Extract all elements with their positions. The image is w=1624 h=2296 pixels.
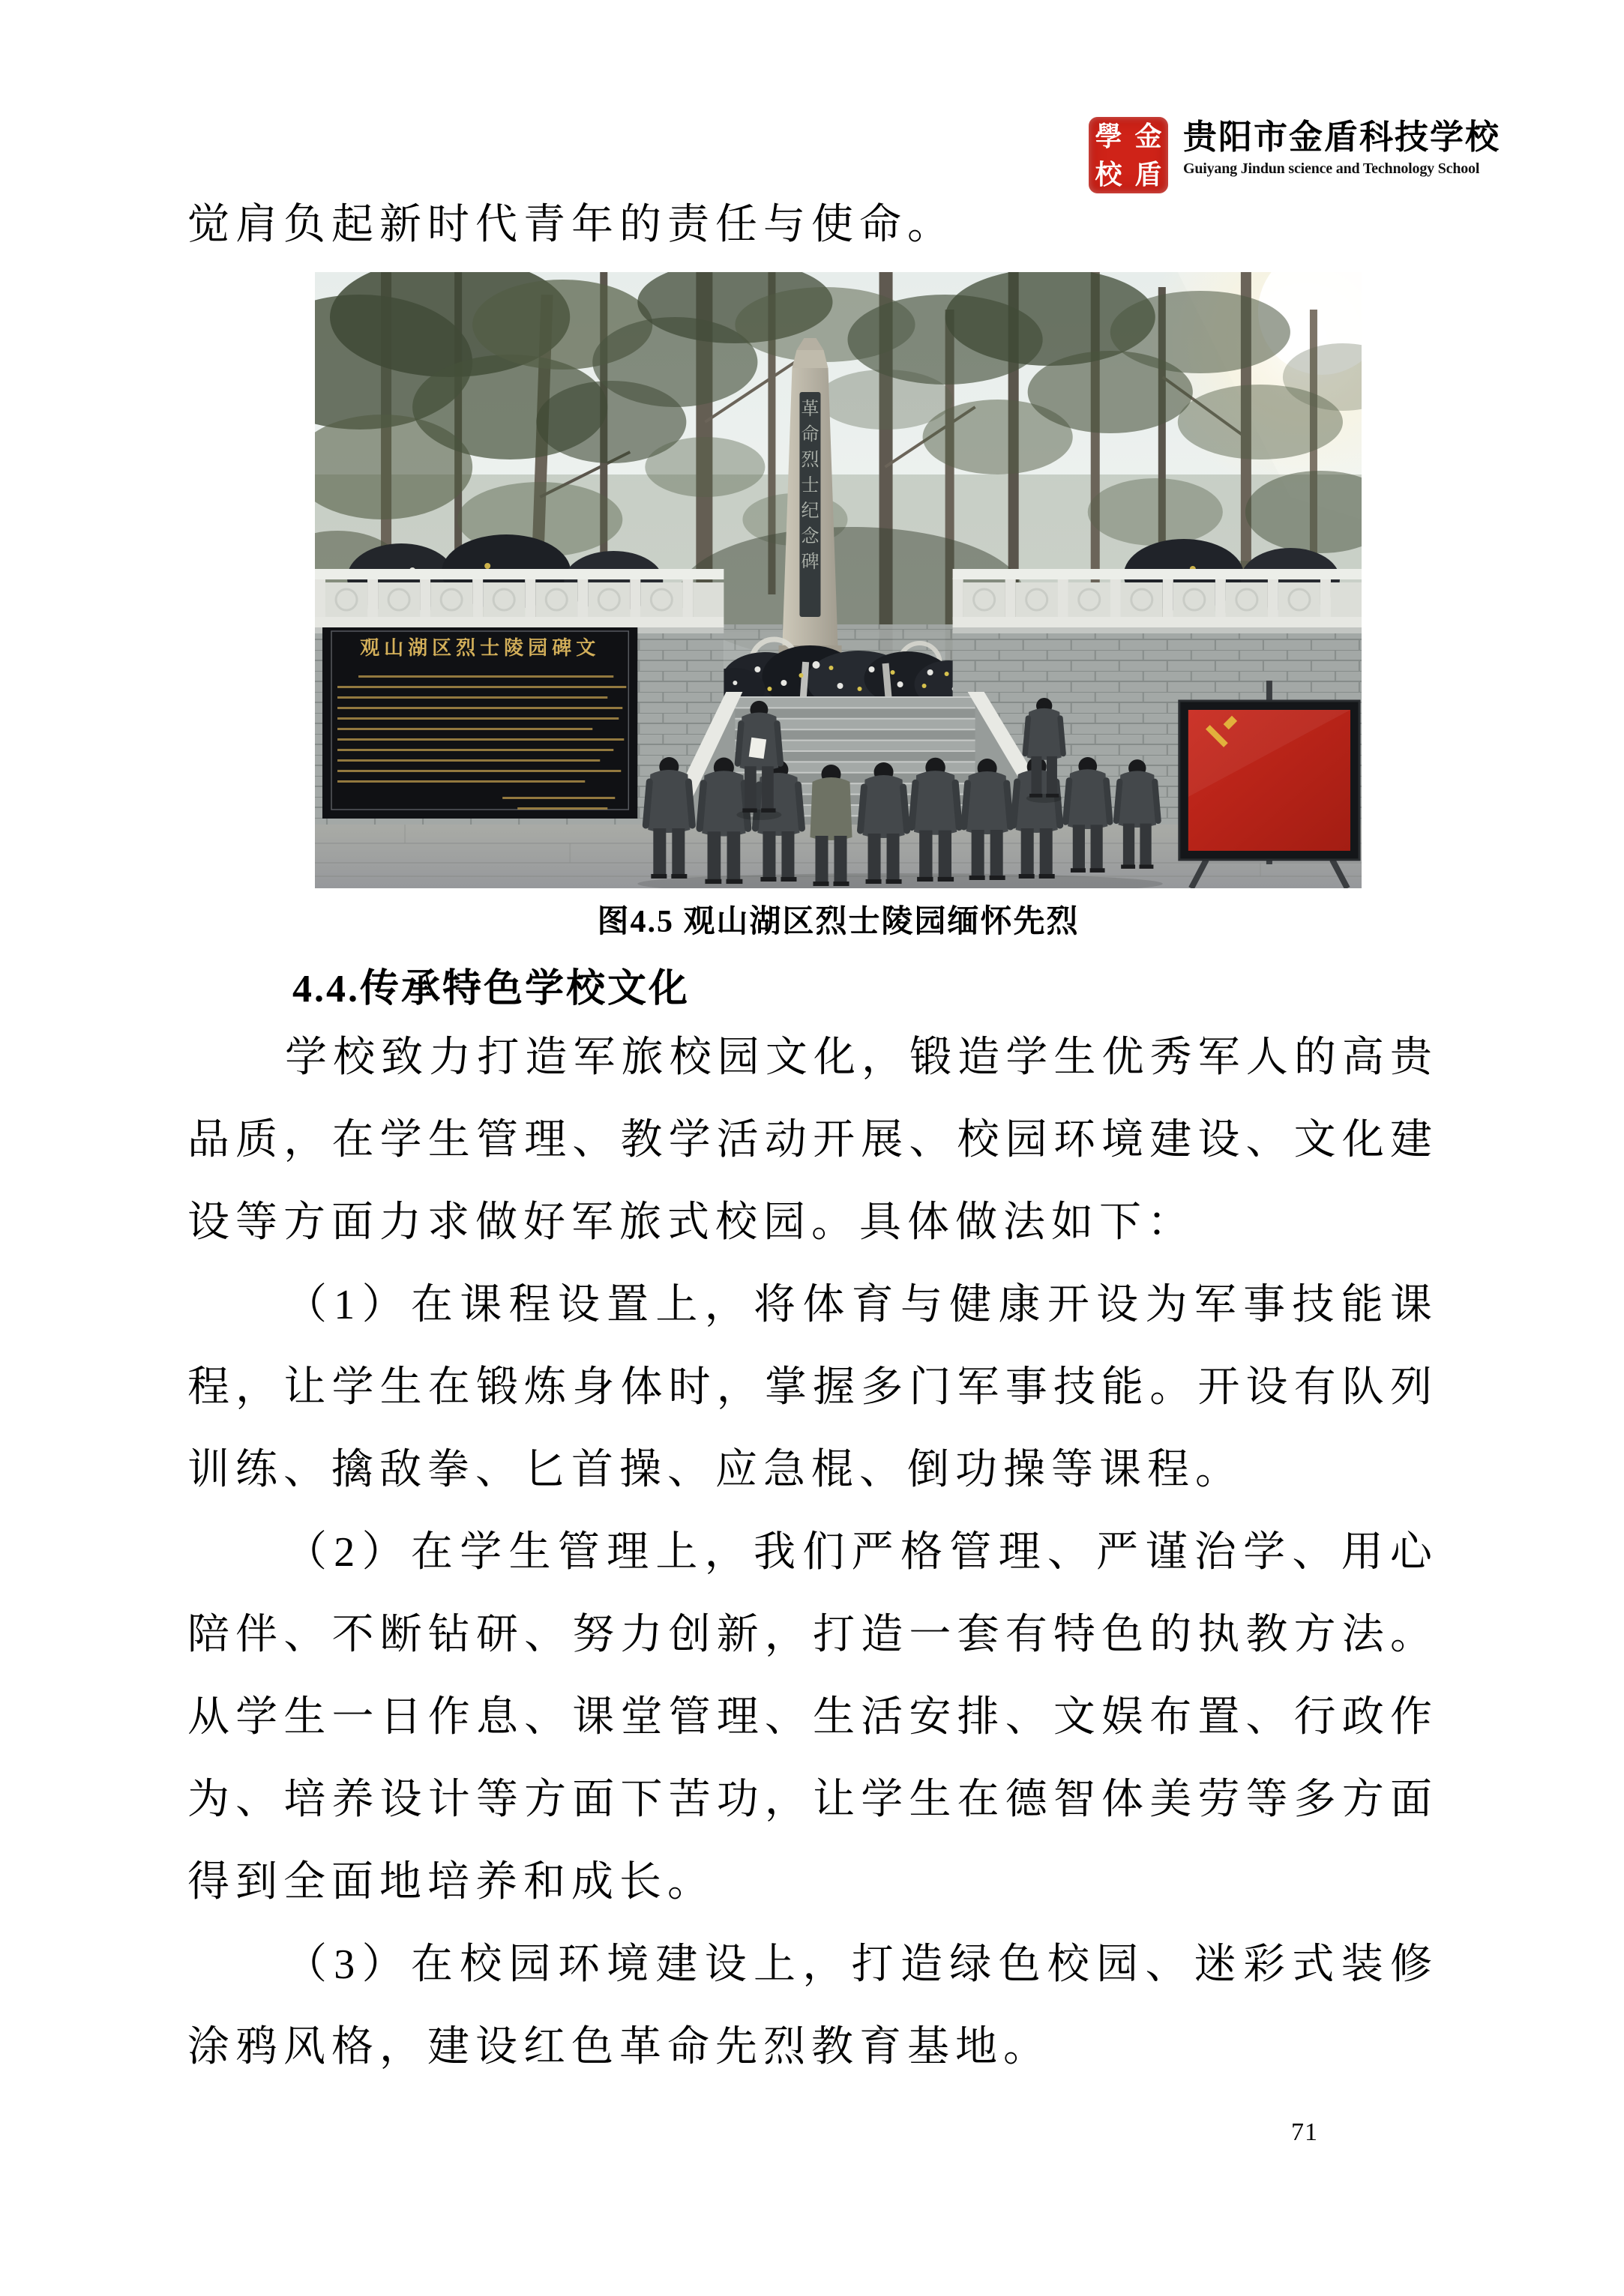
memorial-photo xyxy=(315,272,1362,888)
paragraph: 学校致力打造军旅校园文化，锻造学生优秀军人的高贵品质，在学生管理、教学活动开展、校园环境建设、文化建设等方面力求做好军旅式校园。具体做法如下： xyxy=(187,1034,1438,1246)
school-seal-logo xyxy=(1089,117,1168,193)
seal-char: 學 xyxy=(1095,121,1122,151)
right-balustrade xyxy=(953,569,1362,627)
left-balustrade xyxy=(315,569,724,627)
seal-char: 金 xyxy=(1134,121,1162,151)
monument-inscription: 革命烈士纪念碑 xyxy=(801,400,819,572)
school-name-en: Guiyang Jindun science and Technology School xyxy=(1183,160,1480,177)
body-paragraphs xyxy=(187,1016,1438,2088)
flag-board xyxy=(1179,681,1359,888)
paragraph: （2）在学生管理上，我们严格管理、严谨治学、用心陪伴、不断钻研、努力创新，打造一套有特色的执教方法。从学生一日作息、课堂管理、生活安排、文娱布置、行政作为、培养设计等方面下苦功，让学生在德智体美劳等多方面得到全面地培养和成长。 xyxy=(187,1529,1438,1905)
paragraph: （1）在课程设置上，将体育与健康开设为军事技能课程，让学生在锻炼身体时，掌握多门军事技能。开设有队列训练、擒敌拳、匕首操、应急棍、倒功操等课程。 xyxy=(187,1282,1438,1493)
section-heading: 4.4.传承特色学校文化 xyxy=(292,968,691,1010)
seal-char: 盾 xyxy=(1134,159,1162,190)
plaque-title: 观山湖区烈士陵园碑文 xyxy=(360,637,601,659)
page-number: 71 xyxy=(1291,2118,1318,2146)
school-name-block xyxy=(1183,117,1500,178)
figure-caption: 图4.5 观山湖区烈士陵园缅怀先烈 xyxy=(597,905,1080,939)
memorial-photo-svg xyxy=(315,272,1362,888)
school-name-zh: 贵阳市金盾科技学校 xyxy=(1183,118,1501,156)
memorial-plaque xyxy=(322,622,637,819)
seal-char: 校 xyxy=(1095,159,1122,190)
intro-line: 觉肩负起新时代青年的责任与使命。 xyxy=(187,202,955,248)
paragraph: （3）在校园环境建设上，打造绿色校园、迷彩式装修涂鸦风格，建设红色革命先烈教育基地。 xyxy=(187,1941,1438,2070)
page-header xyxy=(1089,117,1500,193)
